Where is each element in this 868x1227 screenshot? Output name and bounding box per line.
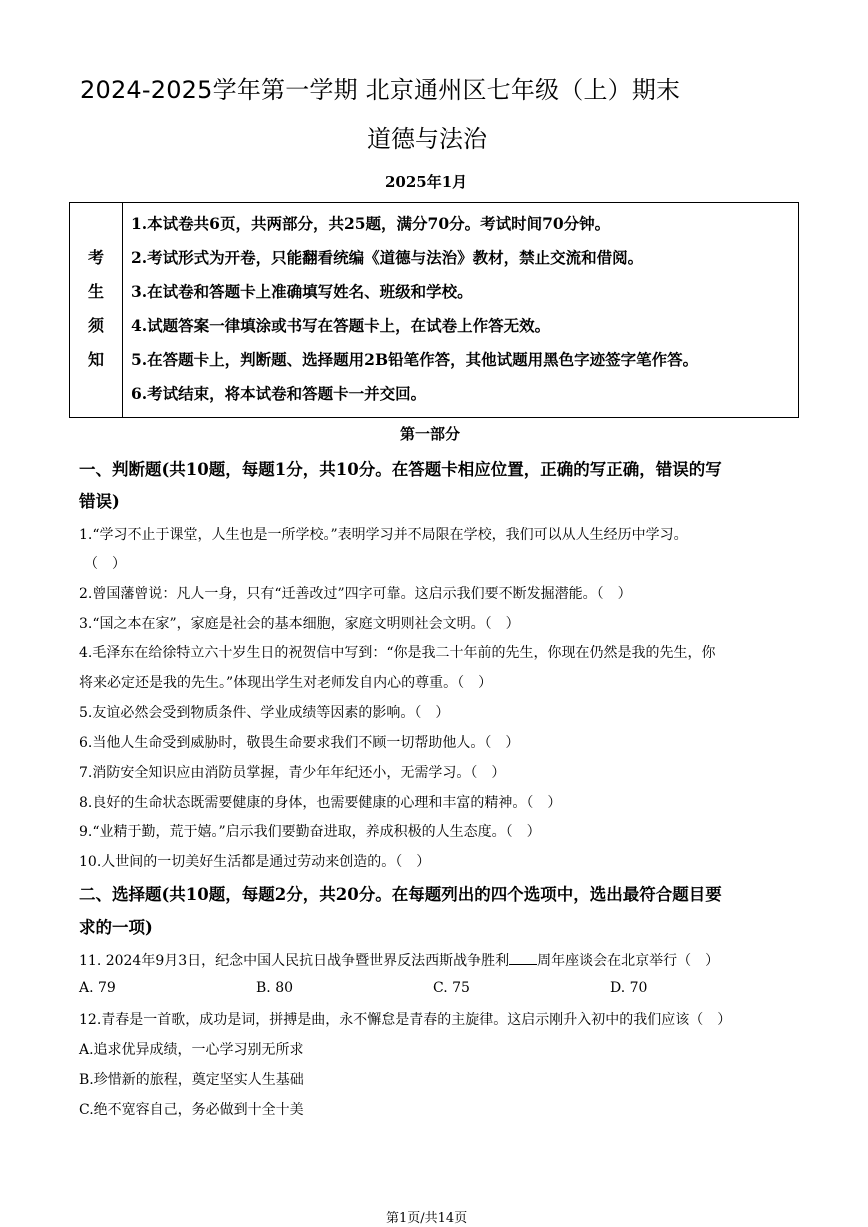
notice-item: 6.考试结束，将本试卷和答题卡一并交回。	[131, 384, 427, 403]
notice-item: 5.在答题卡上，判断题、选择题用2B铅笔作答，其他试题用黑色字迹签字笔作答。	[131, 350, 699, 369]
question-12: 12.青春是一首歌，成功是词，拼搏是曲，永不懈怠是青春的主旋律。这启示刚升入初中的我们应该（ ）	[79, 1012, 732, 1028]
notice-label-char: 生	[87, 282, 104, 301]
question-4-cont: 将来必定还是我的先生。”体现出学生对老师发自内心的尊重。（ ）	[79, 675, 493, 691]
option-a: A. 79	[79, 980, 116, 996]
question-6: 6.当他人生命受到威胁时，敬畏生命要求我们不顾一切帮助他人。（ ）	[79, 735, 520, 751]
section1-heading: 一、判断题(共10题，每题1分，共10分。在答题卡相应位置，正确的写正确，错误的写	[79, 460, 722, 479]
notice-item: 2.考试形式为开卷，只能翻看统编《道德与法治》教材，禁止交流和借阅。	[131, 248, 644, 267]
question-10: 10.人世间的一切美好生活都是通过劳动来创造的。（ ）	[79, 854, 431, 870]
option-c: C.绝不宽容自己，务必做到十全十美	[79, 1102, 304, 1118]
option-b: B. 80	[256, 980, 294, 996]
question-3: 3.“国之本在家”，家庭是社会的基本细胞，家庭文明则社会文明。（ ）	[79, 616, 520, 632]
option-b: B.珍惜新的旅程，奠定坚实人生基础	[79, 1072, 304, 1088]
question-1: 1.“学习不止于课堂，人生也是一所学校。”表明学习并不局限在学校，我们可以从人生经历中学习。	[79, 527, 688, 543]
question-1-bracket: （ ）	[84, 556, 126, 572]
notice-item: 1.本试卷共6页，共两部分，共25题，满分70分。考试时间70分钟。	[131, 214, 611, 233]
answer-blank	[509, 952, 537, 965]
question-7: 7.消防安全知识应由消防员掌握，青少年年纪还小，无需学习。（ ）	[79, 765, 506, 781]
exam-date: 2025年1月	[385, 173, 468, 191]
notice-item: 3.在试卷和答题卡上准确填写姓名、班级和学校。	[131, 282, 473, 301]
section2-heading-cont: 求的一项)	[79, 918, 153, 937]
notice-label-char: 考	[87, 248, 104, 267]
notice-item: 4.试题答案一律填涂或书写在答题卡上，在试卷上作答无效。	[131, 316, 551, 335]
notice-divider	[122, 203, 123, 417]
question-8: 8.良好的生命状态既需要健康的身体，也需要健康的心理和丰富的精神。（ ）	[79, 795, 562, 811]
subject-title: 道德与法治	[367, 125, 487, 153]
section1-heading-cont: 错误)	[79, 492, 120, 511]
question-5: 5.友谊必然会受到物质条件、学业成绩等因素的影响。（ ）	[79, 705, 450, 721]
option-a: A.追求优异成绩，一心学习别无所求	[79, 1042, 304, 1058]
notice-label-char: 知	[87, 350, 104, 369]
notice-box	[69, 202, 799, 418]
page-number: 第1页/共14页	[386, 1211, 468, 1226]
question-11-stem-end: 周年座谈会在北京举行（ ）	[537, 953, 720, 969]
option-c: C. 75	[433, 980, 470, 996]
question-4: 4.毛泽东在给徐特立六十岁生日的祝贺信中写到：“你是我二十年前的先生，你现在仍然是我的先生，你	[79, 645, 716, 661]
question-11	[79, 950, 719, 970]
section2-heading: 二、选择题(共10题，每题2分，共20分。在每题列出的四个选项中，选出最符合题目要	[79, 885, 722, 904]
question-2: 2.曾国藩曾说：凡人一身，只有“迁善改过”四字可靠。这启示我们要不断发掘潜能。（ ）	[79, 586, 632, 602]
exam-title: 2024-2025学年第一学期 北京通州区七年级（上）期末	[80, 76, 681, 104]
part-one-heading: 第一部分	[400, 425, 461, 443]
question-11-stem: 11. 2024年9月3日，纪念中国人民抗日战争暨世界反法西斯战争胜利	[79, 953, 510, 969]
question-9: 9.“业精于勤，荒于嬉。”启示我们要勤奋进取，养成积极的人生态度。（ ）	[79, 824, 541, 840]
option-d: D. 70	[610, 980, 648, 996]
notice-label-char: 须	[87, 316, 104, 335]
